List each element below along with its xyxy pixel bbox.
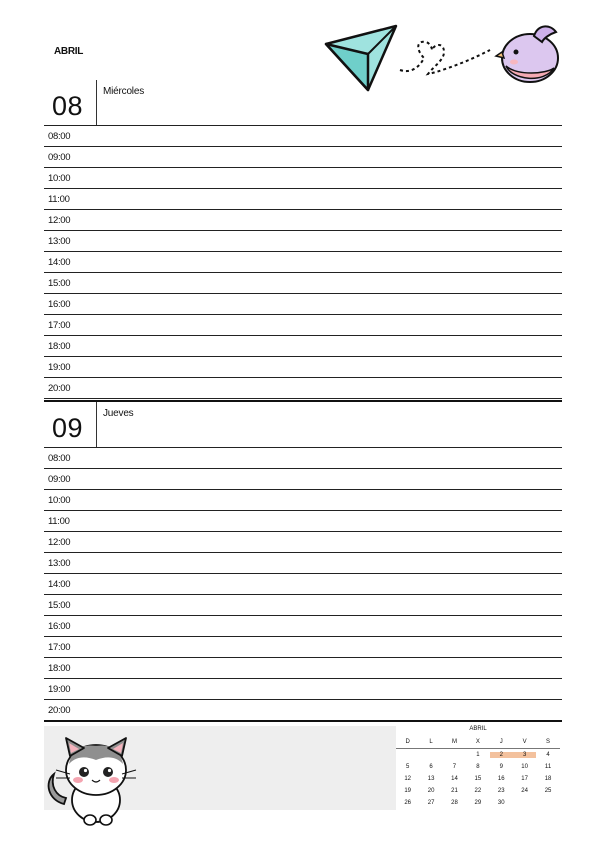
hour-row[interactable] bbox=[44, 251, 562, 273]
mini-day-cell[interactable]: 17 bbox=[521, 776, 528, 782]
hour-row[interactable] bbox=[44, 447, 562, 469]
weekday-label: M bbox=[451, 739, 457, 745]
hour-row[interactable] bbox=[44, 293, 562, 315]
hour-row[interactable] bbox=[44, 188, 562, 210]
hour-label: 17:00 bbox=[48, 320, 71, 331]
mini-day-cell[interactable]: 4 bbox=[546, 752, 550, 758]
hour-label: 18:00 bbox=[48, 341, 71, 352]
hour-row[interactable] bbox=[44, 335, 562, 357]
hour-row[interactable] bbox=[44, 377, 562, 399]
hour-row[interactable] bbox=[44, 230, 562, 252]
mini-calendar-title: ABRIL bbox=[469, 726, 487, 732]
hour-row[interactable] bbox=[44, 636, 562, 658]
mini-day-cell[interactable]: 7 bbox=[452, 764, 457, 770]
day-number: 08 bbox=[52, 91, 84, 121]
mini-week-row bbox=[396, 761, 560, 773]
hour-label: 15:00 bbox=[48, 278, 71, 289]
hour-row[interactable] bbox=[44, 552, 562, 574]
mini-day-cell[interactable]: 1 bbox=[476, 752, 480, 758]
hour-row[interactable] bbox=[44, 314, 562, 336]
mini-day-cell[interactable]: 13 bbox=[427, 776, 435, 782]
hour-label: 09:00 bbox=[48, 152, 71, 163]
hour-row[interactable] bbox=[44, 531, 562, 553]
weekday-label: J bbox=[499, 739, 503, 745]
cat-icon bbox=[42, 734, 140, 828]
mini-day-cell[interactable]: 11 bbox=[544, 764, 552, 770]
mini-day-cell[interactable]: 10 bbox=[521, 764, 528, 770]
hour-label: 20:00 bbox=[48, 705, 71, 716]
day-number: 09 bbox=[52, 413, 84, 443]
mini-day-cell[interactable]: 21 bbox=[451, 788, 458, 794]
mini-day-cell[interactable]: 14 bbox=[451, 776, 458, 782]
mini-week-row bbox=[396, 797, 560, 809]
hour-label: 09:00 bbox=[48, 474, 71, 485]
weekday-label: X bbox=[475, 739, 480, 745]
hour-label: 14:00 bbox=[48, 579, 71, 590]
mini-week-row bbox=[396, 749, 560, 761]
month-label: ABRIL bbox=[54, 46, 84, 57]
mini-day-cell[interactable]: 2 bbox=[490, 752, 513, 758]
hour-label: 19:00 bbox=[48, 362, 71, 373]
hour-row[interactable] bbox=[44, 468, 562, 490]
day-section bbox=[44, 80, 562, 399]
mini-day-cell[interactable]: 6 bbox=[429, 764, 433, 770]
hour-label: 11:00 bbox=[48, 516, 70, 527]
day-section bbox=[44, 400, 562, 721]
hour-row[interactable] bbox=[44, 272, 562, 294]
mini-day-cell[interactable]: 24 bbox=[521, 788, 528, 794]
mini-day-cell[interactable]: 16 bbox=[497, 776, 505, 782]
hour-label: 20:00 bbox=[48, 383, 71, 394]
mini-day-cell[interactable]: 27 bbox=[427, 800, 435, 806]
hour-row[interactable] bbox=[44, 699, 562, 721]
hour-row[interactable] bbox=[44, 510, 562, 532]
hour-label: 08:00 bbox=[48, 131, 71, 142]
weekday-label: S bbox=[546, 739, 551, 745]
day-name: Miércoles bbox=[103, 86, 144, 97]
mini-day-cell[interactable]: 9 bbox=[499, 764, 503, 770]
day-header bbox=[44, 400, 562, 447]
mini-day-cell[interactable]: 20 bbox=[427, 788, 435, 794]
mini-day-cell[interactable]: 29 bbox=[474, 800, 482, 806]
hour-row[interactable] bbox=[44, 167, 562, 189]
hour-row[interactable] bbox=[44, 356, 562, 378]
mini-day-cell[interactable]: 26 bbox=[404, 800, 412, 806]
mini-week-row bbox=[396, 785, 560, 797]
mini-day-cell[interactable]: 25 bbox=[544, 788, 552, 794]
hour-label: 10:00 bbox=[48, 173, 71, 184]
hour-row[interactable] bbox=[44, 657, 562, 679]
mini-day-cell[interactable]: 3 bbox=[513, 752, 536, 758]
hour-label: 17:00 bbox=[48, 642, 71, 653]
hour-row[interactable] bbox=[44, 594, 562, 616]
hour-label: 16:00 bbox=[48, 299, 71, 310]
hour-label: 18:00 bbox=[48, 663, 71, 674]
day-name: Jueves bbox=[103, 408, 134, 419]
hour-row[interactable] bbox=[44, 125, 562, 147]
mini-day-cell[interactable]: 18 bbox=[544, 776, 552, 782]
hour-label: 13:00 bbox=[48, 558, 71, 569]
hour-label: 19:00 bbox=[48, 684, 71, 695]
weekday-label: V bbox=[522, 739, 527, 745]
mini-day-cell[interactable]: 28 bbox=[451, 800, 458, 806]
hour-row[interactable] bbox=[44, 573, 562, 595]
mini-day-cell[interactable]: 22 bbox=[474, 788, 482, 794]
day-divider bbox=[96, 402, 97, 447]
hour-label: 16:00 bbox=[48, 621, 71, 632]
hour-row[interactable] bbox=[44, 489, 562, 511]
mini-day-cell[interactable]: 23 bbox=[497, 788, 505, 794]
weekday-label: L bbox=[429, 739, 433, 745]
mini-day-cell[interactable]: 15 bbox=[474, 776, 482, 782]
mini-day-cell[interactable]: 5 bbox=[406, 764, 410, 770]
hour-label: 14:00 bbox=[48, 257, 71, 268]
hour-label: 11:00 bbox=[48, 194, 70, 205]
day-divider bbox=[96, 80, 97, 125]
mini-week-row bbox=[396, 773, 560, 785]
hour-row[interactable] bbox=[44, 615, 562, 637]
mini-day-cell[interactable]: 19 bbox=[404, 788, 412, 794]
hour-label: 08:00 bbox=[48, 453, 71, 464]
hour-label: 12:00 bbox=[48, 537, 71, 548]
hour-label: 10:00 bbox=[48, 495, 71, 506]
hour-row[interactable] bbox=[44, 678, 562, 700]
day-header bbox=[44, 80, 562, 125]
weekday-label: D bbox=[405, 739, 410, 745]
mini-calendar-grid bbox=[396, 736, 560, 809]
hour-label: 13:00 bbox=[48, 236, 71, 247]
mini-weekday-row bbox=[396, 736, 560, 749]
bird-icon bbox=[494, 22, 564, 86]
hour-label: 15:00 bbox=[48, 600, 71, 611]
mini-day-cell[interactable]: 12 bbox=[404, 776, 412, 782]
hour-row[interactable] bbox=[44, 209, 562, 231]
hour-label: 12:00 bbox=[48, 215, 71, 226]
heart-trail-icon bbox=[398, 36, 496, 78]
mini-day-cell[interactable]: 30 bbox=[497, 800, 505, 806]
mini-day-cell[interactable]: 8 bbox=[476, 764, 480, 770]
hour-row[interactable] bbox=[44, 146, 562, 168]
